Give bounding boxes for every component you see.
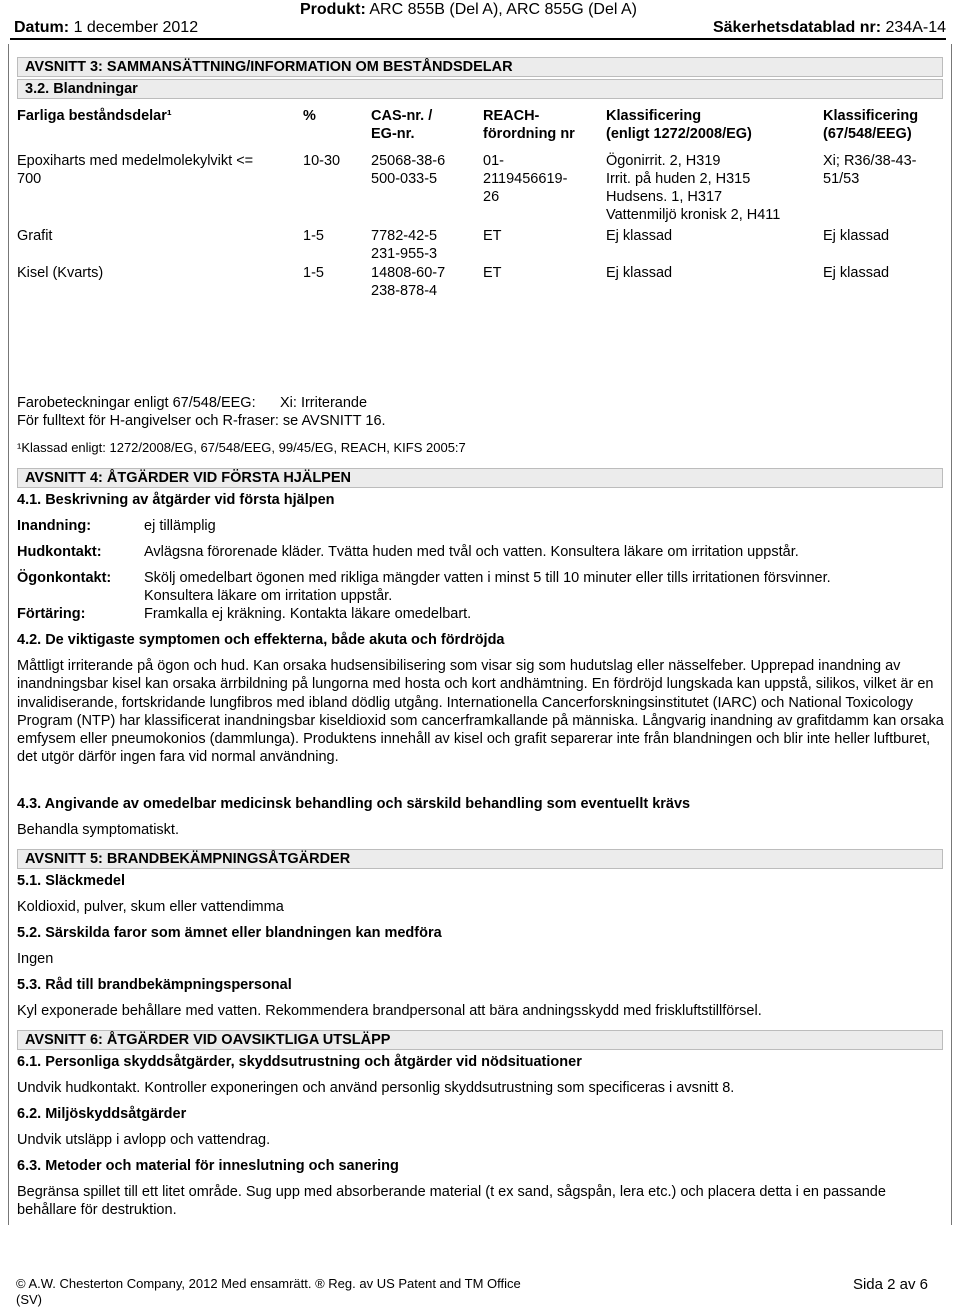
page-number: Sida 2 av 6 [852, 1276, 928, 1293]
row3-reach: ET [483, 265, 502, 281]
col-header-clp-1: Klassificering [606, 108, 702, 124]
row2-ec: 231-955-3 [371, 246, 438, 262]
row1-name-2: 700 [17, 171, 42, 187]
inhalation-value: ej tillämplig [144, 518, 216, 534]
footer-copyright-line: © A.W. Chesterton Company, 2012 Med ensamrätt. ® Reg. av US Patent and TM Office [16, 1276, 521, 1291]
sds-number-line [713, 18, 946, 38]
row1-reach-3: 26 [483, 189, 500, 205]
page-header [10, 0, 946, 40]
row1-clp-4: Vattenmiljö kronisk 2, H411 [606, 207, 781, 223]
sds-value: 234A-14 [885, 19, 946, 36]
row3-ec: 238-878-4 [371, 283, 438, 299]
s51-text: Koldioxid, pulver, skum eller vattendimma [17, 899, 284, 915]
s41-heading: 4.1. Beskrivning av åtgärder vid första hjälpen [17, 492, 335, 508]
col-header-reach-1: REACH- [483, 108, 540, 124]
row3-percent: 1-5 [303, 265, 324, 281]
col-header-reach-2: förordning nr [483, 126, 575, 142]
content-frame [8, 44, 952, 1225]
footer-copyright [16, 1276, 521, 1309]
skin-contact-value: Avlägsna förorenade kläder. Tvätta huden med tvål och vatten. Konsultera läkare om irritation uppstår. [144, 544, 799, 560]
section5-title: AVSNITT 5: BRANDBEKÄMPNINGSÅTGÄRDER [17, 849, 943, 869]
row1-percent: 10-30 [303, 153, 341, 169]
fulltext-note: För fulltext för H-angivelser och R-fraser: se AVSNITT 16. [17, 413, 386, 429]
s62-heading: 6.2. Miljöskyddsåtgärder [17, 1106, 187, 1122]
product-label: Produkt: [300, 1, 366, 18]
row1-clp-3: Hudsens. 1, H317 [606, 189, 723, 205]
s61-text: Undvik hudkontakt. Kontroller exponeringen och använd personlig skyddsutrustning som specificeras i avsnitt 8. [17, 1080, 735, 1096]
col-header-clp-2: (enligt 1272/2008/EG) [606, 126, 752, 142]
row3-dsd: Ej klassad [823, 265, 890, 281]
s52-text: Ingen [17, 951, 54, 967]
row2-clp: Ej klassad [606, 228, 673, 244]
classification-footnote: ¹Klassad enligt: 1272/2008/EG, 67/548/EEG, 99/45/EG, REACH, KIFS 2005:7 [17, 440, 466, 455]
sds-label: Säkerhetsdatablad nr: [712, 19, 882, 36]
section4-title: AVSNITT 4: ÅTGÄRDER VID FÖRSTA HJÄLPEN [17, 468, 943, 488]
row1-cas: 25068-38-6 [371, 153, 446, 169]
row1-clp-2: Irrit. på huden 2, H315 [606, 171, 751, 187]
row3-name: Kisel (Kvarts) [17, 265, 104, 281]
s42-heading: 4.2. De viktigaste symptomen och effekterna, både akuta och fördröjda [17, 632, 505, 648]
row2-cas: 7782-42-5 [371, 228, 438, 244]
section6-title: AVSNITT 6: ÅTGÄRDER VID OAVSIKTLIGA UTSLÄPP [17, 1030, 943, 1050]
col-header-cas-2: EG-nr. [371, 126, 415, 142]
hazard-symbols-label: Farobeteckningar enligt 67/548/EEG: [17, 395, 256, 411]
s52-heading: 5.2. Särskilda faror som ämnet eller blandningen kan medföra [17, 925, 442, 941]
eye-contact-value-2: Konsultera läkare om irritation uppstår. [144, 588, 393, 604]
s62-text: Undvik utsläpp i avlopp och vattendrag. [17, 1132, 271, 1148]
footer-language: (SV) [16, 1292, 42, 1308]
ingestion-value: Framkalla ej kräkning. Kontakta läkare omedelbart. [144, 606, 472, 622]
col-header-dsd-1: Klassificering [823, 108, 919, 124]
row1-reach-1: 01- [483, 153, 504, 169]
row2-percent: 1-5 [303, 228, 324, 244]
row3-clp: Ej klassad [606, 265, 673, 281]
inhalation-label: Inandning: [17, 518, 92, 534]
s63-heading: 6.3. Metoder och material för inneslutning och sanering [17, 1158, 399, 1174]
s42-text: Måttligt irriterande på ögon och hud. Kan orsaka hudsensibilisering som visar sig som hudutslag eller nässelfeber. Upprepad inandning av inandningsbar kisel kan orsaka ärrbildning på lungorna med hosta och kort andhämtning. En fördröjd lungskada kan uppstå, silikos, vilket är en invalidiserande, fortskridande lungfibros med ibland dödlig utgång. Internationella Cancerforskningsinstitutet (IARC) och National Toxicology Program (NTP) har klassificerat inandningsbar kiseldioxid som cancerframkallande på människa. Långvarig inandning av grafitdamm kan orsaka emfysem eller pneumokonios (dammlunga). Produktens innehåll av kisel och grafit separerar inte från blandningen och blir inte heller luftburet, det utgör därför ingen fara vid normal användning. [17, 658, 944, 766]
product-line [300, 0, 637, 20]
row1-name-1: Epoxiharts med medelmolekylvikt <= [17, 153, 254, 169]
s61-heading: 6.1. Personliga skyddsåtgärder, skyddsutrustning och åtgärder vid nödsituationer [17, 1054, 582, 1070]
s43-heading: 4.3. Angivande av omedelbar medicinsk behandling och särskild behandling som eventuellt krävs [17, 796, 691, 812]
row1-reach-2: 2119456619- [483, 171, 568, 187]
row1-dsd-2: 51/53 [823, 171, 860, 187]
section3-title: AVSNITT 3: SAMMANSÄTTNING/INFORMATION OM BESTÅNDSDELAR [17, 57, 943, 77]
date-value: 1 december 2012 [73, 19, 199, 36]
row2-dsd: Ej klassad [823, 228, 890, 244]
eye-contact-value-1: Skölj omedelbart ögonen med rikliga mängder vatten i minst 5 till 10 minuter eller tills irritationen försvinner. [144, 570, 831, 586]
ingestion-label: Förtäring: [17, 606, 86, 622]
eye-contact-label: Ögonkontakt: [17, 570, 112, 586]
col-header-dsd-2: (67/548/EEG) [823, 126, 912, 142]
s43-text: Behandla symptomatiskt. [17, 822, 179, 838]
col-header-cas-1: CAS-nr. / [371, 108, 433, 124]
row2-name: Grafit [17, 228, 53, 244]
row1-clp-1: Ögonirrit. 2, H319 [606, 153, 721, 169]
date-label: Datum: [14, 19, 70, 36]
col-header-percent: % [303, 108, 316, 124]
s53-text: Kyl exponerade behållare med vatten. Rekommendera brandpersonal att bära andningsskydd med friskluftstillförsel. [17, 1003, 762, 1019]
skin-contact-label: Hudkontakt: [17, 544, 102, 560]
row1-ec: 500-033-5 [371, 171, 438, 187]
row1-dsd-1: Xi; R36/38-43- [823, 153, 917, 169]
s51-heading: 5.1. Släckmedel [17, 873, 126, 889]
s53-heading: 5.3. Råd till brandbekämpningspersonal [17, 977, 292, 993]
s63-text: Begränsa spillet till ett litet område. Sug upp med absorberande material (t ex sand, sågspån, lera etc.) och placera detta i en passande behållare för destruktion. [17, 1184, 886, 1219]
product-value: ARC 855B (Del A), ARC 855G (Del A) [369, 1, 637, 18]
hazard-symbols-value: Xi: Irriterande [280, 395, 368, 411]
row3-cas: 14808-60-7 [371, 265, 446, 281]
section3-sub-title: 3.2. Blandningar [17, 79, 943, 99]
date-line [14, 18, 198, 38]
col-header-ingredients: Farliga beståndsdelar¹ [17, 108, 172, 124]
row2-reach: ET [483, 228, 502, 244]
